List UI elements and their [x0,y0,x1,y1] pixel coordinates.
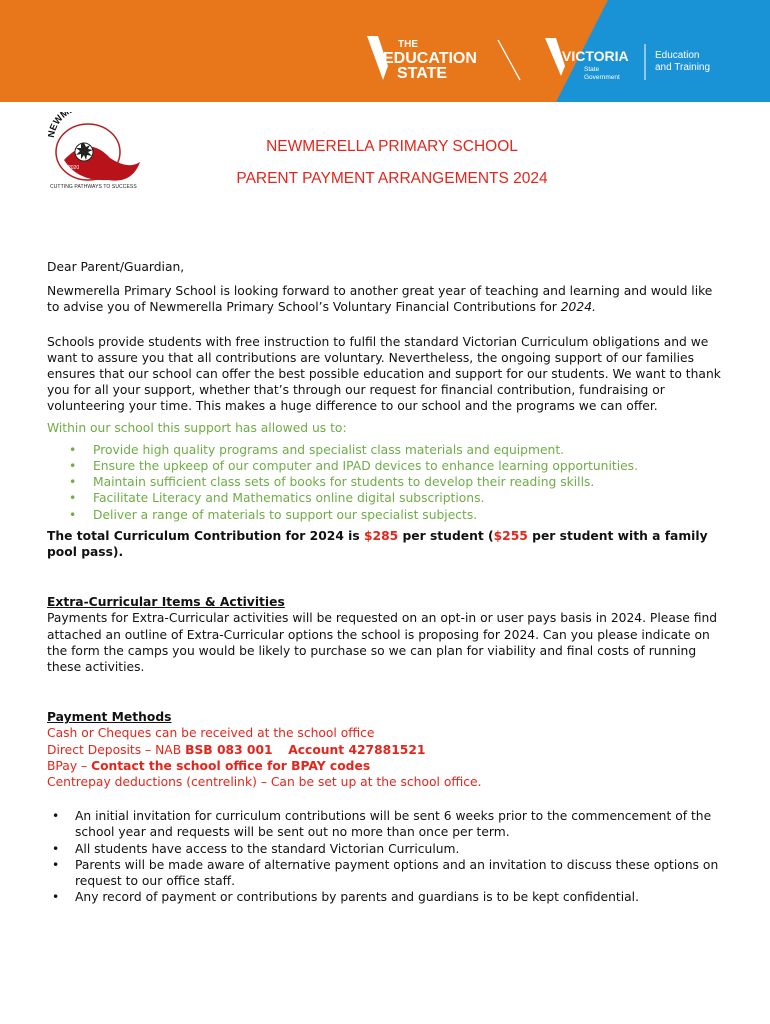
logo-year: 2020 [68,165,80,171]
title-arrangements: PARENT PAYMENT ARRANGEMENTS 2024 [236,170,548,187]
payment-heading: Payment Methods [47,710,172,725]
intro-year: 2024. [560,300,596,315]
logo-arc-text: EWM [48,112,72,133]
list-item: • Parents will be made aware of alternative payment options and an invitation to discuss these options on request to our office staff. [47,857,727,889]
title-school-name: NEWMERELLA PRIMARY SCHOOL [266,138,518,155]
list-item: • Any record of payment or contributions by parents and guardians is to be kept confidential. [47,889,727,905]
family-amount: $255 [493,528,528,543]
victoria-wordmark: VICTORIA [562,48,629,64]
list-item: • Provide high quality programs and specialist class materials and equipment. [47,442,727,458]
list-item: • All students have access to the standard Victorian Curriculum. [47,841,727,857]
list-item: • Facilitate Literacy and Mathematics online digital subscriptions. [47,490,727,506]
dept-line2: and Training [655,62,711,73]
bpay-prefix: BPay – [47,758,92,773]
total-text-2: per student ( [398,528,494,543]
total-text-3: per student with a family pool pass). [47,528,708,560]
notes-list [47,808,727,905]
extra-paragraph: Payments for Extra-Curricular activities will be requested on an opt-in or user pays basis in 2024. Please find attached an outline of Extra-Curricular options the school is proposing for 2024. Can you please indicate on the form the camps you would be likely to purchase so we can plan for viability and final costs of running these activities. [47,611,718,675]
logo-caption: CUTTING PATHWAYS TO SUCCESS [50,184,137,190]
support-list [47,442,727,523]
header-banner [0,0,770,102]
list-item: • Deliver a range of materials to support our specialist subjects. [47,507,727,523]
education-state-line1: THE [398,39,418,50]
payment-bpay [47,758,727,774]
education-state-line2: EDUCATION [383,50,477,67]
intro-text: Newmerella Primary School is looking forward to another great year of teaching and learning and would like to advise you of Newmerella Primary School’s Voluntary Financial Contributions for [47,284,713,315]
dept-line1: Education [655,50,700,61]
education-state-line3: STATE [397,65,448,82]
total-text-1: The total Curriculum Contribution for 2024 is [47,528,364,543]
payment-centrepay: Centrepay deductions (centrelink) – Can be set up at the school office. [47,775,482,790]
banner-graphic [0,0,770,102]
payment-deposit [47,742,727,758]
account-number: Account 427881521 [288,742,426,757]
document-title [0,131,770,195]
bpay-note: Contact the school office for BPAY codes [91,758,371,773]
total-amount: $285 [363,528,399,543]
intro-paragraph [47,283,727,315]
total-contribution [47,528,727,560]
list-item: • Ensure the upkeep of our computer and IPAD devices to enhance learning opportunities. [47,458,727,474]
support-intro: Within our school this support has allowed us to: [47,420,347,435]
greeting: Dear Parent/Guardian, [47,260,185,274]
deposit-prefix: Direct Deposits – NAB [47,742,186,757]
government-label: Government [584,74,620,81]
letter-body [47,259,727,906]
list-item: • Maintain sufficient class sets of books for students to develop their reading skills. [47,474,727,490]
bsb-number: BSB 083 001 [185,742,273,757]
payment-cash: Cash or Cheques can be received at the school office [47,726,375,741]
state-label: State [584,66,600,73]
extra-heading: Extra-Curricular Items & Activities [47,595,285,610]
support-paragraph: Schools provide students with free instruction to fulfil the standard Victorian Curriculum obligations and we want to assure you that all contributions are voluntary. Nevertheless, the ongoing support of our families ensures that our school can offer the best possible education and support for our students. We want to thank you for all your support, whether that’s through our request for financial contribution, fundraising or volunteering your time. This makes a huge difference to our school and the programs we can offer. [47,334,721,414]
list-item: • An initial invitation for curriculum contributions will be sent 6 weeks prior to the commencement of the school year and requests will be sent out no more than once per term. [47,808,727,840]
